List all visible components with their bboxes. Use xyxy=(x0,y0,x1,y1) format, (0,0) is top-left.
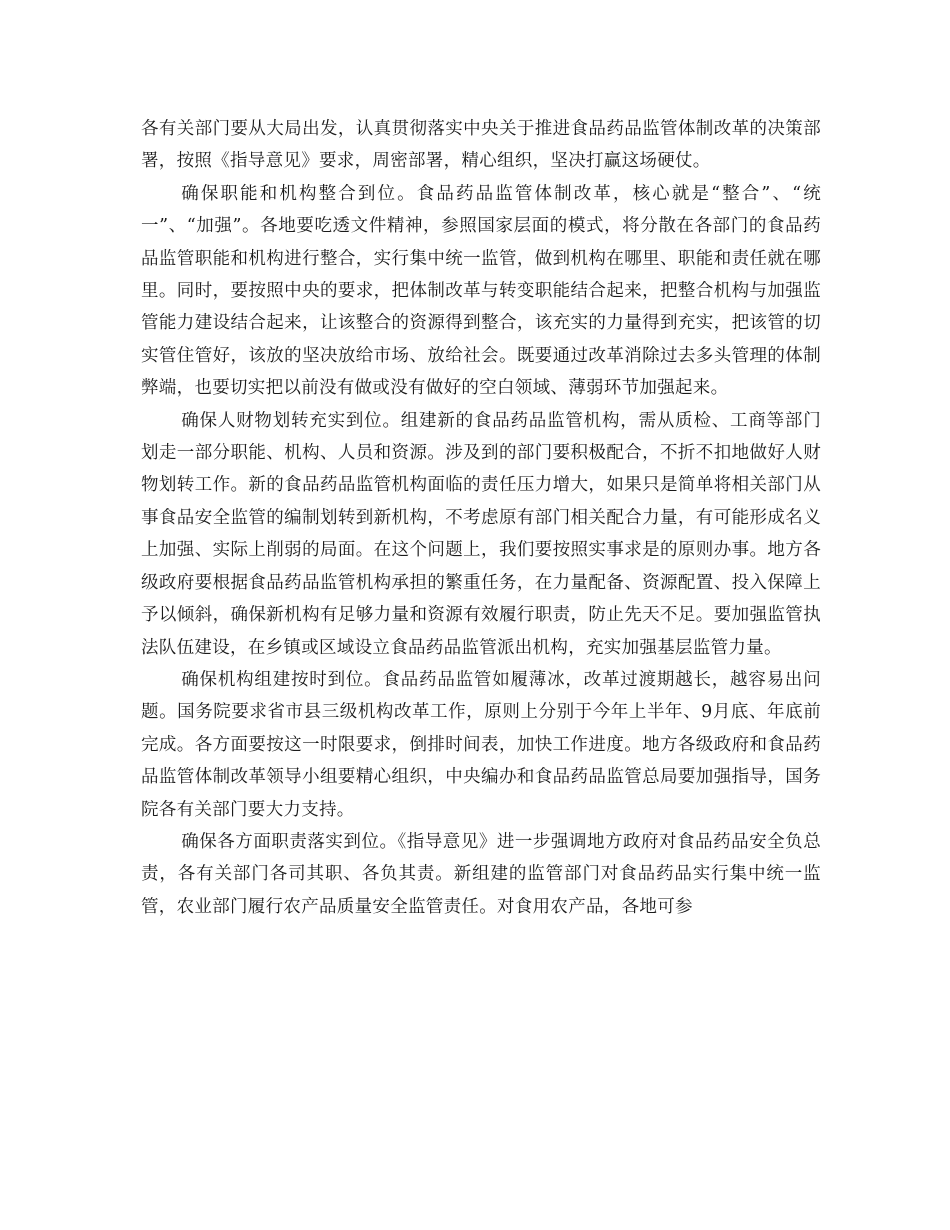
paragraph-2: 确保职能和机构整合到位。食品药品监管体制改革，核心就是“整合”、“统一”、“加强”。各地要吃透文件精神，参照国家层面的模式，将分散在各部门的食品药品监管职能和机构进行整合，实行集中统一监管，做到机构在哪里、职能和责任就在哪里。同时，要按照中央的要求，把体制改革与转变职能结合起来，把整合机构与加强监管能力建设结合起来，让该整合的资源得到整合，该充实的力量得到充实，把该管的切实管住管好，该放的坚决放给市场、放给社会。既要通过改革消除过去多头管理的体制弊端，也要切实把以前没有做或没有做好的空白领域、薄弱环节加强起来。 xyxy=(141,183,821,399)
paragraph-1: 各有关部门要从大局出发，认真贯彻落实中央关于推进食品药品监管体制改革的决策部署，按照《指导意见》要求，周密部署，精心组织，坚决打赢这场硬仗。 xyxy=(141,119,821,172)
document-body xyxy=(141,113,821,923)
paragraph-4: 确保机构组建按时到位。食品药品监管如履薄冰，改革过渡期越长，越容易出问题。国务院要求省市县三级机构改革工作，原则上分别于今年上半年、9月底、年底前完成。各方面要按这一时限要求，倒排时间表，加快工作进度。地方各级政府和食品药品监管体制改革领导小组要精心组织，中央编办和食品药品监管总局要加强指导，国务院各有关部门要大力支持。 xyxy=(141,669,821,820)
paragraph-3: 确保人财物划转充实到位。组建新的食品药品监管机构，需从质检、工商等部门划走一部分职能、机构、人员和资源。涉及到的部门要积极配合，不折不扣地做好人财物划转工作。新的食品药品监管机构面临的责任压力增大，如果只是简单将相关部门从事食品安全监管的编制划转到新机构，不考虑原有部门相关配合力量，有可能形成名义上加强、实际上削弱的局面。在这个问题上，我们要按照实事求是的原则办事。地方各级政府要根据食品药品监管机构承担的繁重任务，在力量配备、资源配置、投入保障上予以倾斜，确保新机构有足够力量和资源有效履行职责，防止先天不足。要加强监管执法队伍建设，在乡镇或区域设立食品药品监管派出机构，充实加强基层监管力量。 xyxy=(141,410,821,658)
paragraph-5: 确保各方面职责落实到位。《指导意见》进一步强调地方政府对食品药品安全负总责，各有关部门各司其职、各负其责。新组建的监管部门对食品药品实行集中统一监管，农业部门履行农产品质量安全监管责任。对食用农产品，各地可参 xyxy=(141,831,821,917)
